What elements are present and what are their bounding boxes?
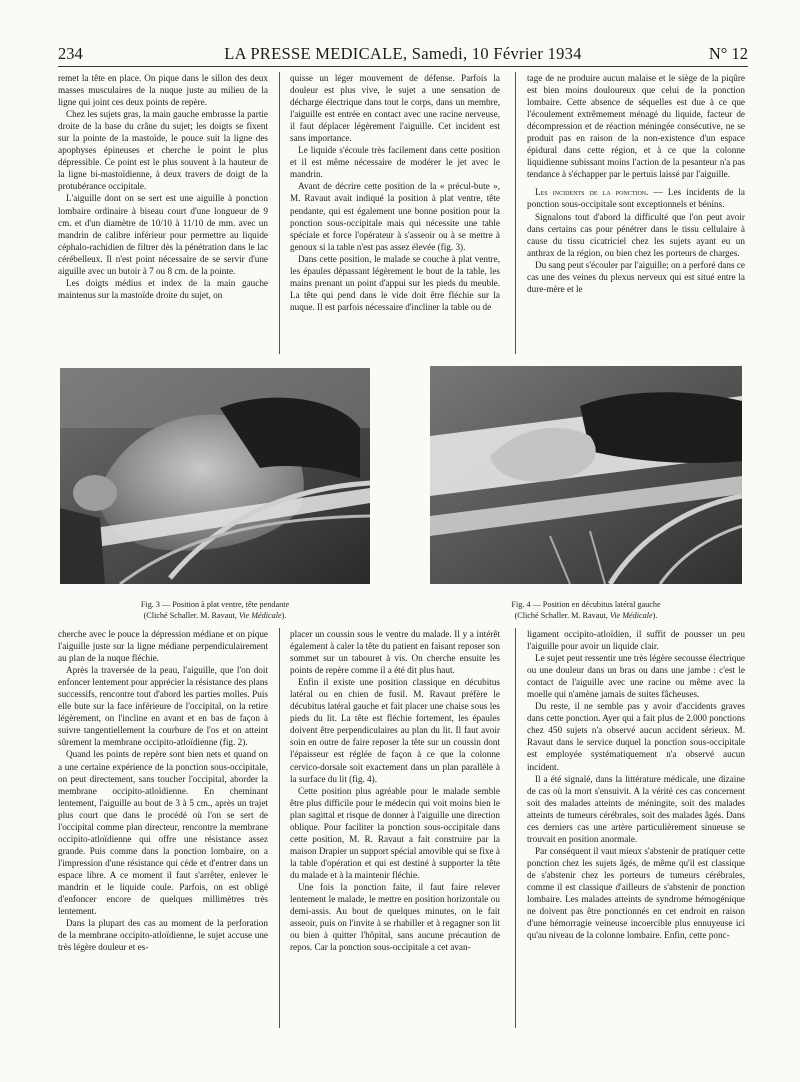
paragraph: Avant de décrire cette position de la « précul-bute », M. Ravaut avait indiqué la position à plat ventre, tête pendante, qui est également une bonne position pour la ponction sous-occipitale mais qui nécessite une table spéciale et force l'opérateur à s'asseoir ou à se mettre à genoux si la table n'est pas assez élevée (fig. 3). (290, 181, 500, 252)
caption-title: Fig. 3 — Position à plat ventre, tête pendante (140, 600, 290, 609)
caption-title: Fig. 4 — Position en décubitus latéral gauche (511, 600, 661, 609)
paragraph: tage de ne produire aucun malaise et le siège de la piqûre est bien moins douloureux que celui de la ponction lombaire. Cette absence de séquelles est due à ce que l'écoulement extrêmement ménagé du liquide, facteur de décompression et de réaction méningée consécutive, ne se produit pas en raison de la non-existence d'un espace épidural dans cette région, et à ce que la colonne liquidienne subissant moins l'action de la pesanteur n'a pas tendance à s'échapper par le pertuis laissé par l'aiguille. (527, 73, 745, 180)
paragraph: Cette position plus agréable pour le malade semble être plus difficile pour le médecin qui voit moins bien le plan sagittal et risque de donner à l'aiguille une direction oblique. Pour faciliter la ponction sous-occipitale dans cette position, M. R. Ravaut a fait construire par la maison Drapier un support spécial amovible qui se fixe à la table d'opération et qui est destiné à supporter la tête du malade et à la maintenir fléchie. (290, 785, 500, 880)
paragraph: Signalons tout d'abord la difficulté que l'on peut avoir dans certains cas pour pénétrer dans le tissu cellulaire à cause du tissu cicatriciel chez les sujets ayant eu un anthrax de la région, ou bien chez les porteurs de charges. (527, 211, 745, 258)
paragraph: Dans la plupart des cas au moment de la perforation de la membrane occipito-atloïdienne, le sujet accuse une très légère douleur et es- (58, 918, 268, 953)
paragraph: Enfin il existe une position classique en décubitus latéral ou en chien de fusil. M. Ravaut préfère le décubitus latéral gauche et fait placer une chaise sous les pieds du lit. La tête est fléchie fortement, les épaules doivent être perpendiculaires au plan du lit. Il faut avoir soin en outre de faire reposer la tête sur un coussin dont l'épaisseur est réglée de façon à ce que la colonne cervico-dorsale soit exactement dans un plan parallèle à la surface du lit (fig. 4). (290, 677, 500, 784)
column-5 (290, 628, 500, 1028)
paragraph: Les doigts médius et index de la main gauche maintenus sur la mastoïde droite du sujet, on (58, 277, 268, 300)
paragraph: Le sujet peut ressentir une très légère secousse électrique ou une douleur dans un bras ou dans une jambe : c'est le contact de l'aiguille avec une racine ou même avec la moelle qui n'amène jamais de suites fâcheuses. (527, 653, 745, 700)
paragraph: placer un coussin sous le ventre du malade. Il y a intérêt également à caler la tête du patient en faisant reposer son sommet sur un tabouret à vis. On cherche ensuite les points de repère comme il a été dit plus haut. (290, 629, 500, 676)
column-3 (527, 72, 745, 354)
paragraph: ligament occipito-atloïdien, il suffit de pousser un peu l'aiguille pour avoir un liquide clair. (527, 629, 745, 652)
column-1 (58, 72, 268, 354)
paragraph: Après la traversée de la peau, l'aiguille, que l'on doit enfoncer lentement pour apprécier la résistance des plans successifs, rencontre tout d'abord les parties molles. Puis elle bute sur la face inférieure de l'occipital, on la retire légèrement, on l'incline en avant et en bas de façon à suivre tangentiellement la courbure de l'os et on atteint sûrement la membrane occipito-atloïdienne (fig. 2). (58, 665, 268, 748)
paragraph: Quand les points de repère sont bien nets et quand on a une certaine expérience de la ponction sous-occipitale, on peut directement, sans toucher l'occipital, aborder la membrane occipito-atloïdienne. En cheminant lentement, l'aiguille au bout de 3 à 5 cm., après un trajet plus court que dans le procédé où l'on se sert de l'occipital comme plan directeur, rencontre la membrane occipito-atloïdienne qui offre une résistance assez grande. Puis comme dans la ponction lombaire, on a l'impression d'une résistance qui cède et d'entrer dans un espace libre. A ce moment il faut s'arrêter, enlever le mandrin et le liquide coule. Parfois, on est obligé d'enfoncer encore de quelques millimètres très lentement. (58, 749, 268, 917)
caption-credit: (Cliché Schaller. M. Ravaut, Vie Médicale). (143, 610, 287, 620)
paragraph: L'aiguille dont on se sert est une aiguille à ponction lombaire ordinaire à biseau court d'une longueur de 9 cm. et d'un diamètre de 10/10 à 11/10 de mm. avec un mandrin de calibre inférieur pour permettre au liquide céphalo-rachidien de filtrer dès la pénétration dans le lac cérébelleux. Il n'est point nécessaire de se servir d'une aiguille avec un butoir à 7 ou 8 cm. de la pointe. (58, 193, 268, 276)
figure-3-caption (60, 600, 370, 621)
column-6 (527, 628, 745, 1028)
section-text: — Les incidents de la ponction sous-occipitale sont exceptionnels et bénins. (527, 187, 745, 210)
paragraph: Dans cette position, le malade se couche à plat ventre, les épaules dépassant légèrement le bout de la table, les mains prenant un point d'appui sur les pieds du meuble. La tête qui pend dans le vide doit être fléchie sur la nuque. Il est parfois nécessaire d'incliner la table ou de (290, 253, 500, 312)
column-2 (290, 72, 500, 354)
issue-number: N° 12 (708, 44, 748, 63)
header-rule (58, 66, 748, 67)
column-divider (515, 72, 516, 354)
page-number: 234 (58, 44, 83, 63)
paragraph: remet la tête en place. On pique dans le sillon des deux masses musculaires de la nuque juste au milieu de la ligne qui joint ces deux points de repère. (58, 73, 268, 108)
paragraph: Du sang peut s'écouler par l'aiguille; on a perforé dans ce cas une des veines du plexus nerveux qui est situé entre la dure-mère et le (527, 259, 745, 294)
paragraph: quisse un léger mouvement de défense. Parfois la douleur est plus vive, le sujet a une sensation de décharge électrique dans tout le corps, dans un membre, l'aiguille est entrée en contact avec une racine nerveuse, il faut déplacer légèrement l'aiguille. Cet incident est sans importance. (290, 73, 500, 144)
paragraph: Le liquide s'écoule très facilement dans cette position et il est même nécessaire de modérer le jet avec le mandrin. (290, 145, 500, 180)
section-paragraph (527, 186, 745, 210)
figure-4-photo (430, 366, 742, 584)
journal-title: LA PRESSE MEDICALE, Samedi, 10 Février 1934 (224, 44, 582, 63)
page-header (58, 44, 748, 66)
paragraph: cherche avec le pouce la dépression médiane et on pique l'aiguille juste sur la ligne médiane perpendiculairement au plan de la nuque fléchie. (58, 629, 268, 664)
column-divider (279, 72, 280, 354)
paragraph: Une fois la ponction faite, il faut faire relever lentement le malade, le mettre en position horizontale ou demi-assis. Au bout de quelques minutes, on le fait asseoir, puis on l'invite à se rhabiller et à regagner son lit ou bien à quitter l'hôpital, sans aucune précaution de repos. Car la ponction sous-occipitale a cet avan- (290, 881, 500, 953)
section-heading: Les incidents de la ponction. (535, 187, 649, 198)
figure-3-photo (60, 368, 370, 584)
paragraph: Chez les sujets gras, la main gauche embrasse la partie droite de la base du crâne du sujet; les doigts se fixent sur la pointe de la mastoïde, le pouce suit la ligne des apophyses épineuses et cherche le point le plus dépressible. Ce point est le plus souvent à la hauteur de la ligne bi-mastoïdienne, à deux travers de doigt de la protubérance occipitale. (58, 109, 268, 192)
paragraph: Par conséquent il vaut mieux s'abstenir de pratiquer cette ponction chez les sujets âgés, de même qu'il est classique de s'abstenir chez les porteurs de tumeurs cérébrales, comme il est classique d'ailleurs de s'abstenir de ponction lombaire. Les malades atteints de syndrome hémogénique ne doivent pas être ponctionnés en cet endroit en raison d'une hémorragie veineuse incoercible plus ennuyeuse ici qu'au niveau de la colonne lombaire. Enfin, cette ponc- (527, 845, 745, 941)
paragraph: Il a été signalé, dans la littérature médicale, une dizaine de cas où la mort s'ensuivit. A la vérité ces cas concernent soit des malades atteints de méningite, soit des malades atteints de tumeurs cérébrales, soit des malades âgés. Dans ces derniers cas une artère particulièrement sinueuse se trouvait en position anormale. (527, 773, 745, 844)
paragraph: Du reste, il ne semble pas y avoir d'accidents graves dans cette ponction. Ayer qui a fait plus de 2.000 ponctions chez 450 sujets n'a observé aucun accident sérieux. M. Ravaut dans le service duquel la ponction sous-occipitale est employée systématiquement n'a observé aucun incident. (527, 701, 745, 772)
figure-4-caption (430, 600, 742, 621)
column-4 (58, 628, 268, 1028)
caption-credit: (Cliché Schaller. M. Ravaut, Vie Médicale). (514, 610, 658, 620)
column-divider (279, 628, 280, 1028)
column-divider (515, 628, 516, 1028)
